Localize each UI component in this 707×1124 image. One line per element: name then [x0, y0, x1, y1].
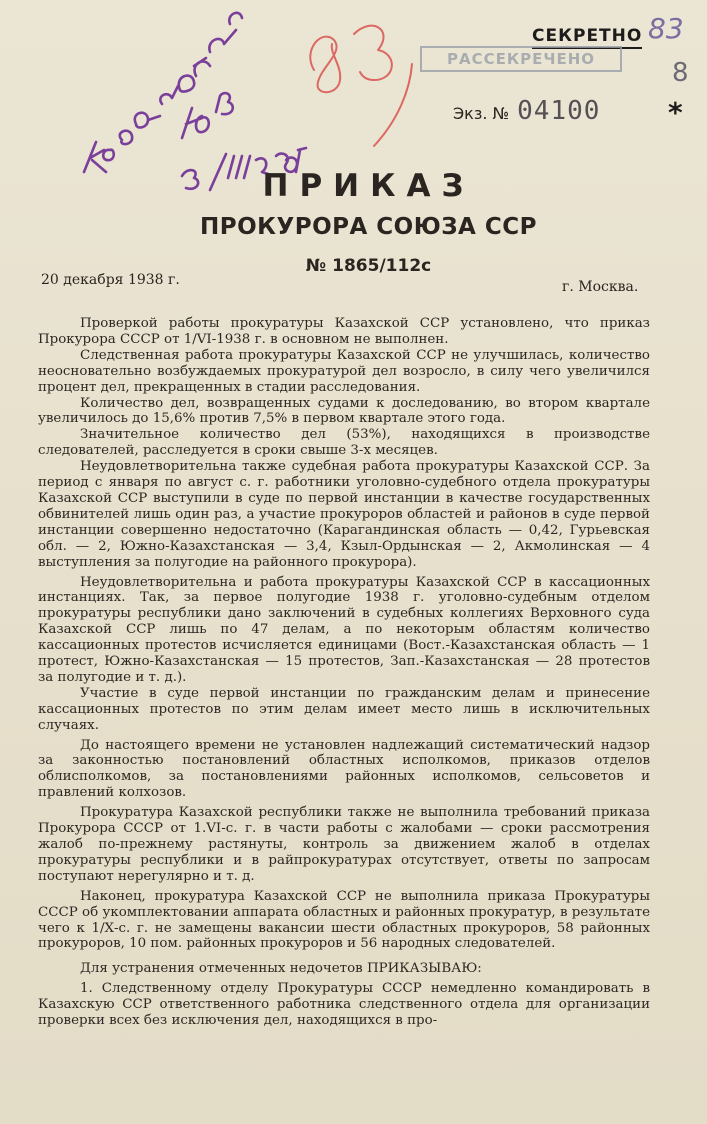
paragraph: Неудовлетворительна и работа прокуратуры Казахской ССР в кассационных инстанциях. Так, за первое полугодие 1938 г. уголовно-судебным отделом прокуратуры республики дано заключений в судебных коллегиях Верховного суда Казахской ССР лишь по 47 делам, а по некоторым областям количество кассационных протестов исчисляется единицами (Вост.-Казахстанская область — 1 протест, Южно-Казахстанская — 15 протестов, Зап.-Казахстанская — 28 протестов за полугодие и т. д.). [38, 574, 650, 685]
paragraph: 1. Следственному отделу Прокуратуры СССР немедленно командировать в Казахскую ССР ответственного работника следственного отдела для организации проверки всех без исключения дел, находящихся в про- [38, 981, 650, 1029]
paragraph: Неудовлетворительна также судебная работа прокуратуры Казахской ССР. За период с января по август с. г. работники уголовно-судебного отдела прокуратуры Казахской ССР выступили в суде по первой инстанции в качестве государственных обвинителей лишь один раз, а участие прокуроров областей и районов в суде первой инстанции совершенно недостаточно (Карагандинская область — 0,42, Гурьевская обл. — 2, Южно-Казахстанская — 3,4, Кзыл-Ордынская — 2, Акмолинская — 4 выступления за полугодие на районного прокурора). [38, 459, 650, 570]
paragraph: Наконец, прокуратура Казахской ССР не выполнила приказа Прокуратуры СССР об укомплектовании аппарата областных и районных прокуратур, в результате чего к 1/Х-с. г. не замещены вакансии шести областных прокуроров, 58 районных прокуроров, 10 пом. районных прокуроров и 56 народных следователей. [38, 888, 650, 952]
paragraph: Проверкой работы прокуратуры Казахской ССР установлено, что приказ Прокурора СССР от 1/VI-1938 г. в основном не выполнен. [38, 316, 650, 347]
paragraph: Количество дел, возвращенных судами к доследованию, во втором квартале увеличилось до 15,6% против 7,5% в первом квартале этого года. [38, 395, 650, 427]
asterisk-mark: * [668, 96, 683, 129]
margin-page-number: 83 [648, 12, 684, 45]
order-number: № 1865/112с [305, 256, 432, 276]
paragraph: До настоящего времени не установлен надлежащий систематический надзор за законностью постановлений областных исполкомов, приказов отделов облисполкомов, за постановлениями районных исполкомов, сельсоветов и правлений колхозов. [38, 737, 650, 801]
margin-sheet-number: 8 [672, 58, 689, 88]
secret-stamp: СЕКРЕТНО [532, 26, 642, 49]
document-title: ПРИКАЗ [262, 168, 475, 204]
paragraph: Участие в суде первой инстанции по гражданским делам и принесение кассационных протестов по этим делам имеет место лишь в исключительных случаях. [38, 685, 650, 733]
paragraph: Значительное количество дел (53%), находящихся в производстве следователей, расследуется в сроки свыше 3-х месяцев. [38, 427, 650, 459]
paragraph: Для устранения отмеченных недочетов ПРИКАЗЫВАЮ: [80, 961, 482, 977]
document-city: г. Москва. [562, 279, 639, 295]
copy-number: 04100 [517, 96, 601, 126]
document-body [38, 316, 650, 1029]
document-date: 20 декабря 1938 г. [41, 272, 180, 288]
red-pencil-mark [302, 10, 422, 150]
paragraph: Следственная работа прокуратуры Казахской ССР не улучшилась, количество неосновательно возбуждаемых прокуратурой дел возросло, в силу чего увеличился процент дел, прекращенных в стадии расследования. [38, 347, 650, 395]
copy-number-line [453, 96, 600, 126]
copy-label: Экз. № [453, 104, 510, 123]
paragraph: Прокуратура Казахской республики также не выполнила требований приказа Прокурора СССР от 1.VI-с. г. в части работы с жалобами — сроки рассмотрения жалоб по-прежнему растянуты, контроль за движением жалоб в отделах прокуратуры республики и в райпрокуратурах отсутствует, ответы по запросам поступают нерегулярно и т. д. [38, 805, 650, 884]
declassified-stamp: РАССЕКРЕЧЕНО [420, 46, 622, 72]
document-subtitle: ПРОКУРОРА СОЮЗА ССР [200, 214, 537, 240]
